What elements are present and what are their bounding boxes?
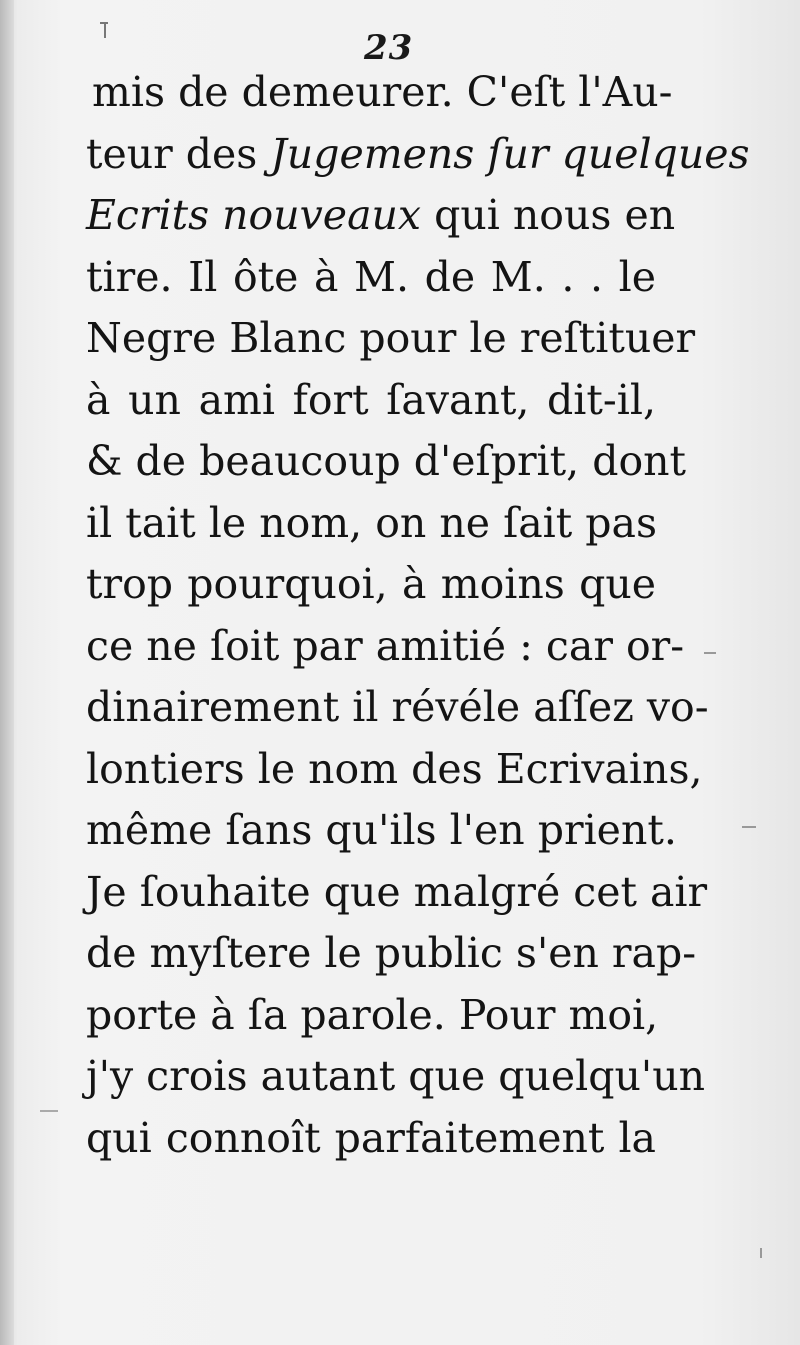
paper-speck bbox=[760, 1248, 762, 1258]
text-line: à un ami fort ſavant, dit-il, bbox=[86, 375, 656, 424]
text-segment: qui nous en bbox=[421, 191, 676, 239]
italic-title-segment: Ecrits nouveaux bbox=[86, 191, 422, 239]
text-line: trop pourquoi, à moins que bbox=[86, 560, 656, 608]
text-line bbox=[86, 185, 676, 247]
text-line bbox=[86, 124, 750, 186]
text-line: qui connoît parfaitement la bbox=[86, 1113, 656, 1162]
paper-speck bbox=[704, 652, 716, 654]
text-line: Negre Blanc pour le reſtituer bbox=[86, 314, 696, 362]
text-line: de myſtere le public s'en rap- bbox=[86, 929, 697, 977]
page-gutter-shadow bbox=[0, 0, 14, 1345]
text-line: porte à ſa parole. Pour moi, bbox=[86, 990, 659, 1039]
text-line: j'y crois autant que quelqu'un bbox=[86, 1052, 706, 1100]
text-line: dinairement il révéle aſſez vo- bbox=[86, 683, 709, 731]
paper-speck bbox=[40, 1110, 58, 1112]
text-line: il tait le nom, on ne ſait pas bbox=[86, 498, 658, 547]
paper-speck bbox=[742, 826, 756, 828]
text-line: tire. Il ôte à M. de M. . . le bbox=[86, 252, 656, 301]
text-line: lontiers le nom des Ecrivains, bbox=[86, 744, 703, 793]
text-line: & de beaucoup d'eſprit, dont bbox=[86, 437, 687, 485]
body-text bbox=[86, 62, 750, 1169]
text-segment: teur des bbox=[86, 129, 271, 178]
paper-speck bbox=[104, 24, 106, 38]
italic-title-segment: Jugemens ſur quelques bbox=[270, 129, 750, 178]
text-line: Je ſouhaite que malgré cet air bbox=[86, 867, 708, 916]
text-line: même ſans qu'ils l'en prient. bbox=[86, 806, 677, 854]
text-line: ce ne ſoit par amitié : car or- bbox=[86, 621, 685, 670]
page-number: 23 bbox=[364, 28, 414, 68]
text-line: mis de demeurer. C'eſt l'Au- bbox=[92, 68, 673, 116]
